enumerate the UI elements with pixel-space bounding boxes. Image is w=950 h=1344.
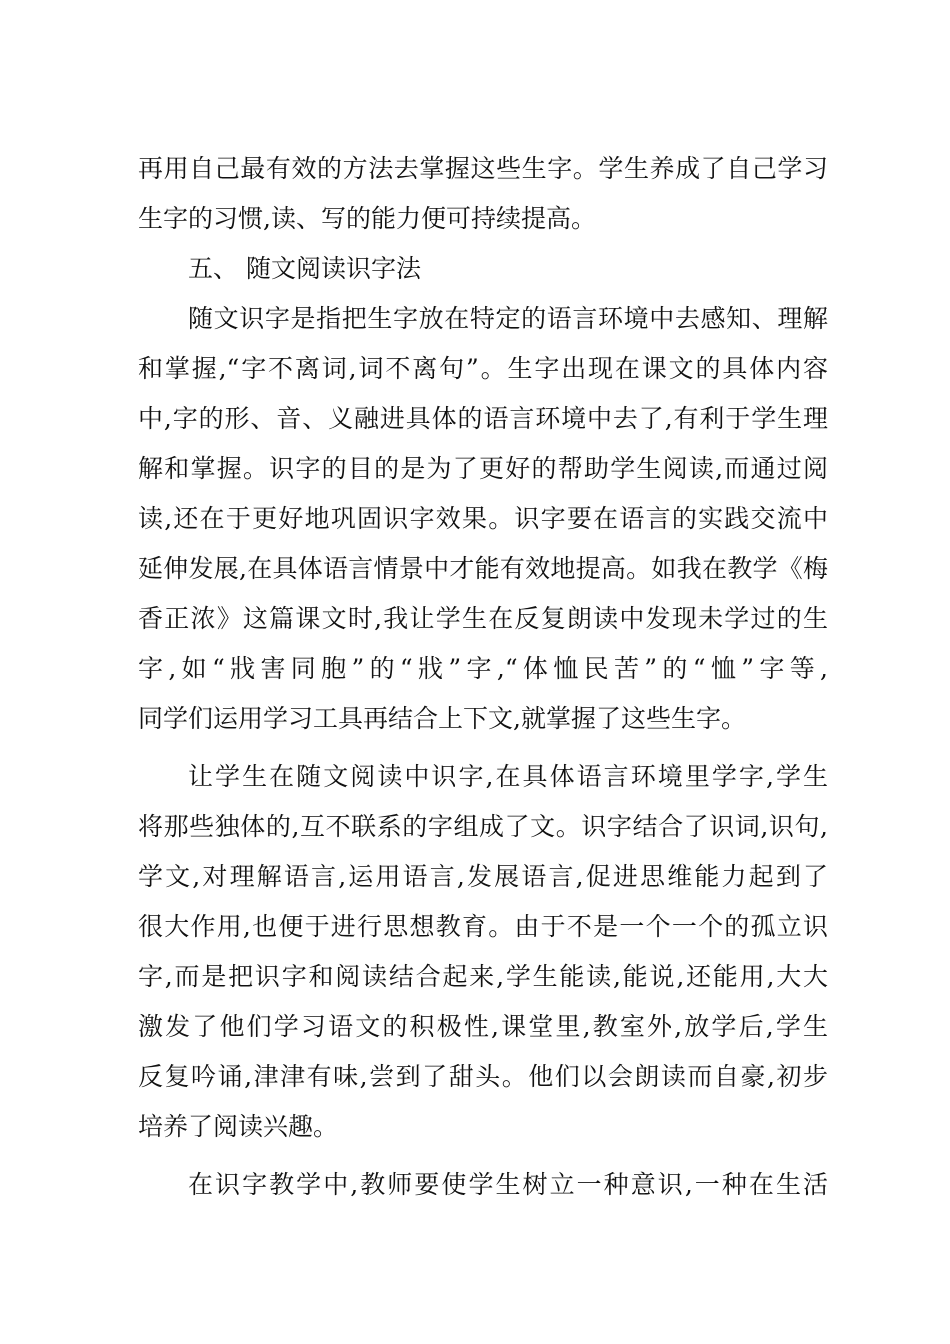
text-line: 再用自己最有效的方法去掌握这些生字。学生养成了自己学习 [138, 154, 828, 183]
text-line: 学文,对理解语言,运用语言,发展语言,促进思维能力起到了 [138, 862, 828, 891]
section-heading: 五、 随文阅读识字法 [188, 254, 421, 283]
paragraph-first-line: 随文识字是指把生字放在特定的语言环境中去感知、理解 [188, 304, 828, 333]
text-line: 培养了阅读兴趣。 [138, 1112, 339, 1141]
text-line: 延伸发展,在具体语言情景中才能有效地提高。如我在教学《梅 [138, 554, 828, 583]
text-line: 激发了他们学习语文的积极性,课堂里,教室外,放学后,学生 [138, 1012, 828, 1041]
text-line: 中,字的形、音、义融进具体的语言环境中去了,有利于学生理 [138, 404, 828, 433]
text-line: 和掌握,“字不离词,词不离句”。生字出现在课文的具体内容 [138, 354, 828, 383]
text-line: 解和掌握。识字的目的是为了更好的帮助学生阅读,而通过阅 [138, 454, 828, 483]
paragraph-first-line: 在识字教学中,教师要使学生树立一种意识,一种在生活 [188, 1170, 828, 1199]
text-line: 反复吟诵,津津有味,尝到了甜头。他们以会朗读而自豪,初步 [138, 1062, 828, 1091]
text-line: 字,而是把识字和阅读结合起来,学生能读,能说,还能用,大大 [138, 962, 828, 991]
text-line: 生字的习惯,读、写的能力便可持续提高。 [138, 204, 596, 233]
text-line: 字,如“戕害同胞”的“戕”字,“体恤民苦”的“恤”字等, [138, 654, 828, 683]
text-line: 香正浓》这篇课文时,我让学生在反复朗读中发现未学过的生 [138, 604, 828, 633]
text-line: 读,还在于更好地巩固识字效果。识字要在语言的实践交流中 [138, 504, 828, 533]
text-line: 很大作用,也便于进行思想教育。由于不是一个一个的孤立识 [138, 912, 828, 941]
text-line: 将那些独体的,互不联系的字组成了文。识字结合了识词,识句, [138, 812, 828, 841]
text-line: 同学们运用学习工具再结合上下文,就掌握了这些生字。 [138, 704, 746, 733]
paragraph-first-line: 让学生在随文阅读中识字,在具体语言环境里学字,学生 [188, 762, 828, 791]
